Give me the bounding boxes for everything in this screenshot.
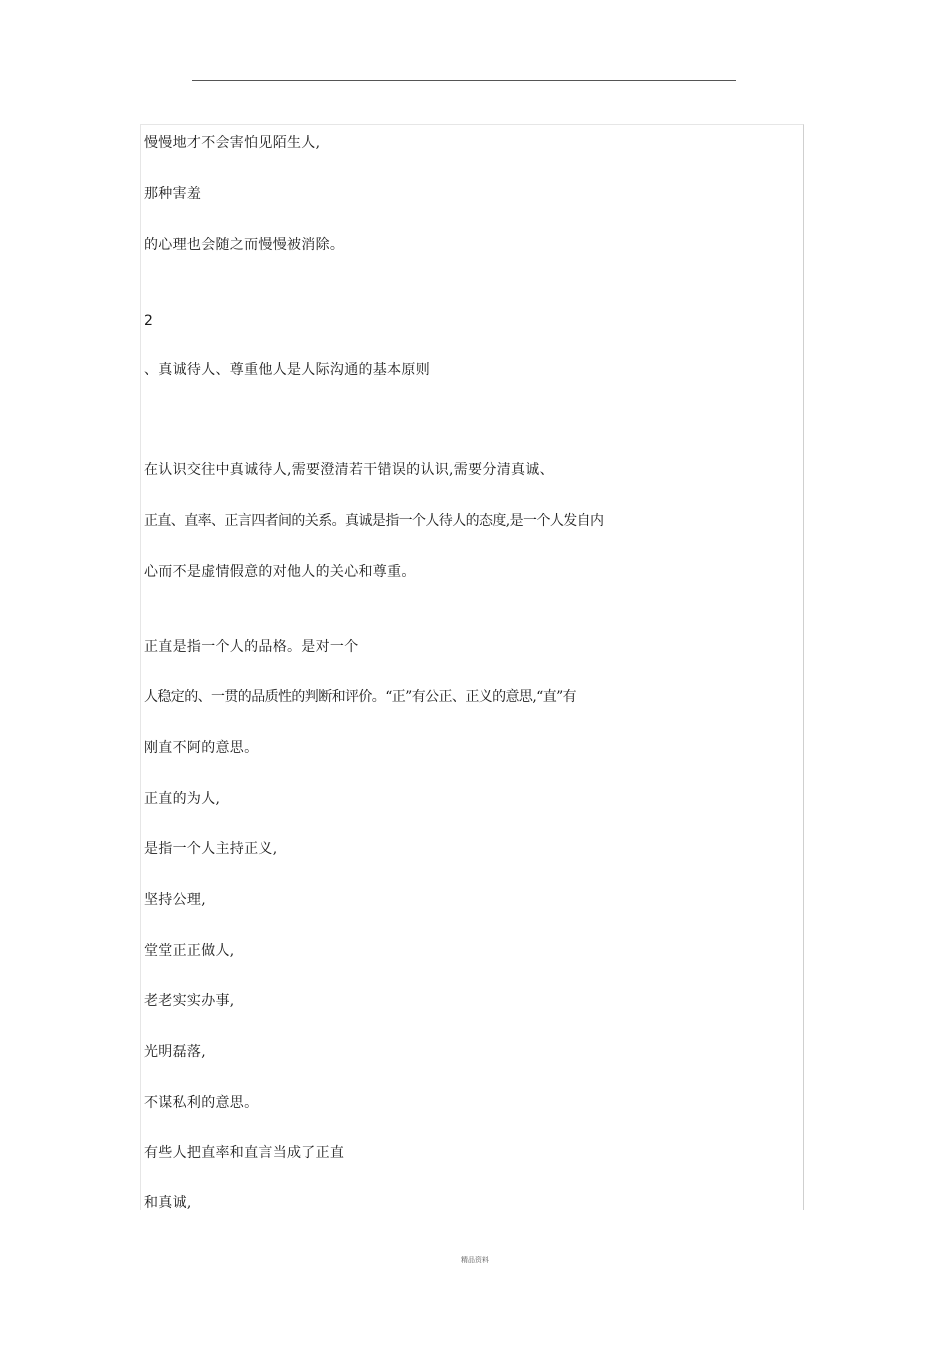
header-rule [192,80,736,81]
text-line: 心而不是虚情假意的对他人的关心和尊重。 [144,564,416,580]
text-line: 正直的为人, [144,791,221,807]
text-line: 老老实实办事, [144,993,235,1009]
text-line: 正直、直率、正言四者间的关系。真诚是指一个人待人的态度,是一个人发自内 [144,513,604,529]
text-line: 是指一个人主持正义, [144,841,278,857]
text-line: 人稳定的、一贯的品质性的判断和评价。“正”有公正、正义的意思,“直”有 [144,689,577,705]
text-line: 和真诚, [144,1195,192,1211]
text-line: 不谋私利的意思。 [144,1095,259,1111]
footer-note: 精品资料 [461,1256,489,1264]
section-number: 2 [144,313,154,329]
section-heading: 、真诚待人、尊重他人是人际沟通的基本原则 [144,362,430,378]
text-line: 在认识交往中真诚待人,需要澄清若干错误的认识,需要分清真诚、 [144,462,554,478]
text-line: 正直是指一个人的品格。是对一个 [144,639,359,655]
content-frame [140,124,804,1210]
text-line: 堂堂正正做人, [144,943,235,959]
text-line: 有些人把直率和直言当成了正直 [144,1145,345,1161]
text-line: 坚持公理, [144,892,206,908]
text-line: 的心理也会随之而慢慢被消除。 [144,237,345,253]
text-line: 光明磊落, [144,1044,206,1060]
text-line: 慢慢地才不会害怕见陌生人, [144,135,321,151]
text-line: 刚直不阿的意思。 [144,740,259,756]
text-line: 那种害羞 [144,186,202,202]
